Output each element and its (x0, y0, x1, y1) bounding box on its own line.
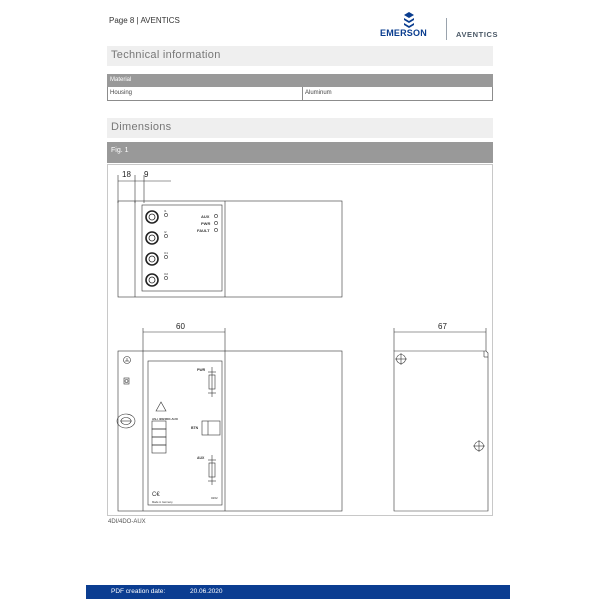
led-icon (214, 228, 217, 231)
dim-label-67: 67 (438, 322, 447, 331)
dim-label-18: 18 (122, 170, 131, 179)
port-label: O1 (164, 251, 169, 255)
btn-box (202, 421, 220, 435)
connector-icon (146, 232, 158, 244)
ground-symbol-icon (124, 357, 131, 364)
table-row (107, 87, 493, 101)
material-table (107, 74, 493, 101)
indicator-label: PWR (201, 221, 211, 226)
led-icon (164, 213, 167, 216)
side-view-body (394, 351, 488, 511)
led-icon (214, 214, 217, 217)
aux-label: AUX (197, 456, 205, 460)
port-label: O2 (164, 272, 169, 276)
side-screw-icon (395, 353, 407, 365)
technical-section-bar (107, 46, 493, 66)
dim-label-60: 60 (176, 322, 185, 331)
led-icon (164, 255, 167, 258)
indicator-label: FAULT (197, 228, 210, 233)
warning-triangle-icon (156, 402, 166, 411)
port-label: I2 (164, 230, 167, 234)
footer-date: 20.06.2020 (190, 588, 223, 595)
model-label: AS-i 4DI/4DO-AUX (152, 417, 178, 421)
figure-bar (107, 142, 493, 163)
side-screw-icon (473, 440, 485, 452)
material-table-header: Material (107, 74, 493, 87)
dimensions-section-bar (107, 118, 493, 138)
connector-icon (146, 253, 158, 265)
logo-divider (446, 18, 447, 40)
module-face (148, 361, 222, 505)
led-icon (214, 221, 217, 224)
figure-caption: 4DI/4DO-AUX (108, 519, 146, 525)
btn-label: BTN (191, 426, 199, 430)
ce-mark-icon: C€ (152, 492, 160, 498)
page-header: Page 8 | AVENTICS (109, 16, 180, 25)
aventics-logo-text: AVENTICS (456, 30, 499, 39)
figure-label: Fig. 1 (111, 147, 129, 154)
connector-group (146, 211, 158, 286)
mounting-hole-icon (117, 414, 135, 428)
table-cell-value: Aluminum (305, 90, 332, 96)
pwr-label: PWR (197, 368, 206, 372)
technical-drawing (107, 164, 493, 516)
connector-icon (146, 211, 158, 223)
made-in-label: Made in Germany (152, 501, 173, 504)
indicator-label: AUX (201, 214, 210, 219)
technical-section-title: Technical information (111, 49, 221, 61)
emerson-logo-text: EMERSON (380, 28, 427, 38)
drawing-svg (108, 165, 492, 515)
port-label: I1 (164, 209, 167, 213)
front-view-body (118, 351, 342, 511)
connector-icon (146, 274, 158, 286)
dimensions-section-title: Dimensions (111, 121, 172, 133)
footer-bar (86, 585, 510, 599)
screw-icon (124, 378, 129, 384)
led-icon (164, 276, 167, 279)
code-label: 0262 (211, 496, 218, 500)
table-cell-name: Housing (108, 87, 303, 100)
dim-label-9: 9 (144, 170, 149, 179)
footer-label: PDF creation date: (111, 588, 166, 595)
led-icon (164, 234, 167, 237)
